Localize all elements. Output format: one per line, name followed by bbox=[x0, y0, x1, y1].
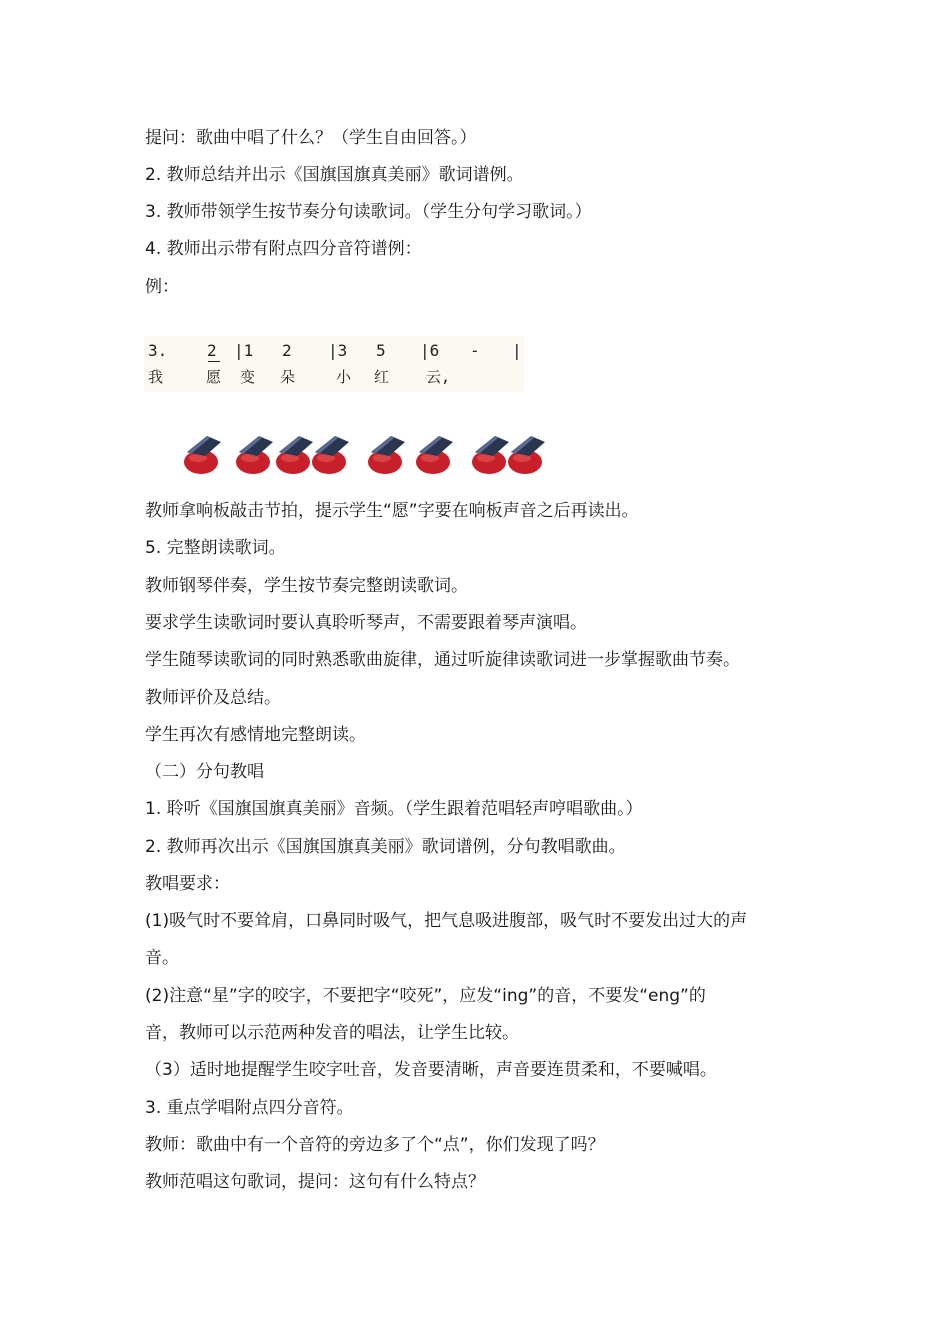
score-lyric: 云, bbox=[426, 368, 451, 386]
score-note: - bbox=[470, 341, 480, 360]
castanet-icon bbox=[236, 436, 273, 474]
text-line: 教师拿响板敲击节拍，提示学生“愿”字要在响板声音之后再读出。 bbox=[145, 501, 639, 521]
text-line: 教师：歌曲中有一个音符的旁边多了个“点”，你们发现了吗？ bbox=[145, 1135, 605, 1155]
text-line: 教师钢琴伴奏，学生按节奏完整朗读歌词。 bbox=[145, 576, 468, 596]
text-line: 提问：歌曲中唱了什么？（学生自由回答。） bbox=[145, 128, 477, 148]
text-line: 4. 教师出示带有附点四分音符谱例： bbox=[145, 239, 422, 259]
castanet-icon bbox=[416, 436, 453, 474]
score-lyric: 朵 bbox=[280, 368, 296, 386]
score-lyric: 变 bbox=[240, 368, 256, 386]
text-line: (2)注意“星”字的咬字，不要把字“咬死”，应发“ing”的音，不要发“eng”的 bbox=[145, 986, 706, 1006]
text-line: 3. 教师带领学生按节奏分句读歌词。（学生分句学习歌词。） bbox=[145, 202, 592, 222]
text-line: （3）适时地提醒学生咬字吐音，发音要清晰，声音要连贯柔和，不要喊唱。 bbox=[145, 1060, 717, 1080]
text-line: 教唱要求： bbox=[145, 874, 230, 894]
text-line: 2. 教师总结并出示《国旗国旗真美丽》歌词谱例。 bbox=[145, 165, 524, 185]
castanet-icon bbox=[472, 436, 509, 474]
castanet-icon bbox=[312, 436, 349, 474]
note-underline bbox=[208, 361, 220, 362]
text-line: 音，教师可以示范两种发音的唱法，让学生比较。 bbox=[145, 1023, 519, 1043]
score-note: | bbox=[512, 341, 522, 360]
text-line: 学生再次有感情地完整朗读。 bbox=[145, 725, 366, 745]
score-lyric: 红 bbox=[374, 368, 390, 386]
score-note: |3 bbox=[328, 341, 348, 360]
text-line: 3. 重点学唱附点四分音符。 bbox=[145, 1098, 354, 1118]
music-score bbox=[144, 336, 524, 392]
castanets-image bbox=[175, 428, 555, 478]
score-note: 5 bbox=[376, 341, 386, 360]
score-note: 2 bbox=[282, 341, 292, 360]
text-line: 教师范唱这句歌词，提问：这句有什么特点？ bbox=[145, 1172, 485, 1192]
text-line: 2. 教师再次出示《国旗国旗真美丽》歌词谱例，分句教唱歌曲。 bbox=[145, 837, 626, 857]
castanet-icon bbox=[368, 436, 405, 474]
text-line: 学生随琴读歌词的同时熟悉歌曲旋律，通过听旋律读歌词进一步掌握歌曲节奏。 bbox=[145, 650, 740, 670]
text-line: 5. 完整朗读歌词。 bbox=[145, 538, 286, 558]
score-lyric: 小 bbox=[336, 368, 352, 386]
score-note: |1 bbox=[234, 341, 254, 360]
text-line: 1. 聆听《国旗国旗真美丽》音频。（学生跟着范唱轻声哼唱歌曲。） bbox=[145, 799, 643, 819]
text-line: 要求学生读歌词时要认真聆听琴声，不需要跟着琴声演唱。 bbox=[145, 613, 587, 633]
score-note: 2 bbox=[207, 341, 217, 360]
section-heading: （二）分句教唱 bbox=[145, 762, 264, 782]
score-lyric: 愿 bbox=[206, 368, 222, 386]
castanet-icon bbox=[276, 436, 313, 474]
text-line: (1)吸气时不要耸肩，口鼻同时吸气，把气息吸进腹部，吸气时不要发出过大的声 bbox=[145, 911, 748, 931]
text-line: 例： bbox=[145, 277, 179, 297]
score-note: 3. bbox=[148, 341, 168, 360]
text-line: 音。 bbox=[145, 948, 179, 968]
score-lyric: 我 bbox=[148, 368, 164, 386]
castanet-icon bbox=[184, 436, 221, 474]
score-note: |6 bbox=[420, 341, 440, 360]
text-line: 教师评价及总结。 bbox=[145, 688, 281, 708]
castanet-icon bbox=[508, 436, 545, 474]
